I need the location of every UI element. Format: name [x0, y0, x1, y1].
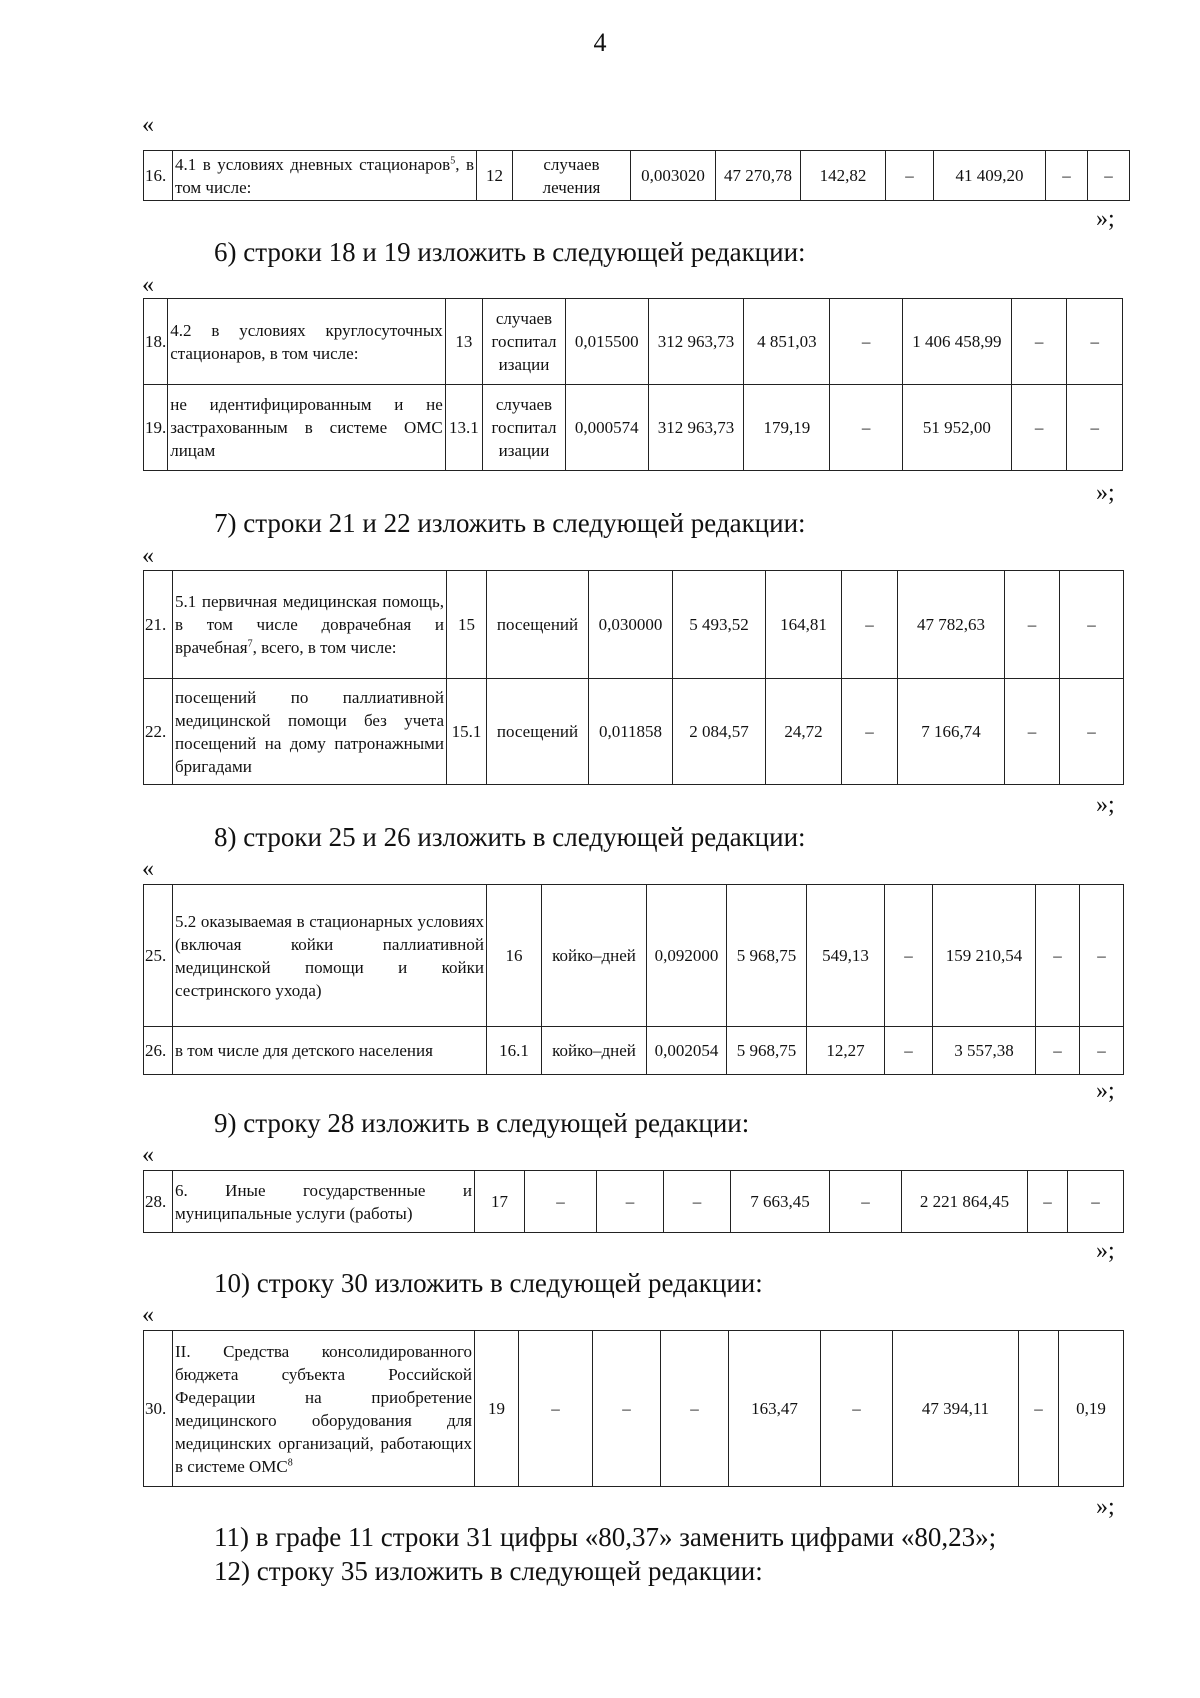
row-code: 15.1	[447, 679, 487, 785]
cell-per-capita: 163,47	[729, 1331, 821, 1487]
cell-dash: –	[885, 1027, 933, 1075]
cell-dash: –	[842, 679, 898, 785]
cell-dash: –	[1060, 571, 1124, 679]
table-row	[144, 679, 1124, 785]
row-code: 15	[447, 571, 487, 679]
cell-total: 47 782,63	[898, 571, 1005, 679]
row-description: 6. Иные государственные и муниципальные услуги (работы)	[173, 1171, 475, 1233]
row-description: 4.2 в условиях круглосуточных стационаров, в том числе:	[168, 299, 446, 385]
row-code: 12	[477, 151, 513, 201]
cell-cost: 47 270,78	[716, 151, 801, 201]
page-number: 4	[593, 28, 607, 57]
row-number: 25.	[144, 885, 173, 1027]
table-row	[144, 299, 1123, 385]
cell-dash: –	[1011, 385, 1067, 471]
row-unit: посещений	[487, 679, 589, 785]
cell-dash: –	[661, 1331, 729, 1487]
cell-dash: –	[519, 1331, 593, 1487]
cell-rate: 0,030000	[589, 571, 673, 679]
row-code: 13	[445, 299, 482, 385]
cell-dash: –	[1005, 571, 1060, 679]
table-row	[144, 885, 1124, 1027]
cell-per-capita: 179,19	[744, 385, 830, 471]
cell-cost: 312 963,73	[648, 385, 744, 471]
row-number: 16.	[144, 151, 173, 201]
cell-dash: –	[885, 885, 933, 1027]
instruction-6: 6) строки 18 и 19 изложить в следующей редакции:	[214, 237, 806, 267]
table-row	[144, 1171, 1124, 1233]
cell-dash: –	[821, 1331, 893, 1487]
instruction-11: 11) в графе 11 строки 31 цифры «80,37» заменить цифрами «80,23»;	[214, 1522, 997, 1552]
quote-close: »;	[1096, 480, 1115, 506]
cell-per-capita: 12,27	[807, 1027, 885, 1075]
row-description: не идентифицированным и не застрахованным в системе ОМС лицам	[168, 385, 446, 471]
cell-dash: –	[842, 571, 898, 679]
row-unit: койко–дней	[542, 1027, 647, 1075]
quote-close: »;	[1096, 206, 1115, 232]
table-rows-21-22	[143, 570, 1124, 785]
cell-dash: –	[597, 1171, 664, 1233]
table-row	[144, 151, 1130, 201]
quote-close: »;	[1096, 1078, 1115, 1104]
cell-dash: –	[830, 299, 903, 385]
cell-cost: 5 968,75	[727, 885, 807, 1027]
cell-per-capita: 142,82	[801, 151, 886, 201]
cell-total: 47 394,11	[893, 1331, 1019, 1487]
row-description: 5.1 первичная медицинская помощь, в том числе доврачебная и врачебная$^7$, всего, в том числе:	[173, 571, 447, 679]
instruction-12: 12) строку 35 изложить в следующей редакции:	[214, 1556, 763, 1586]
row-unit: койко–дней	[542, 885, 647, 1027]
cell-dash: –	[830, 385, 903, 471]
row-code: 17	[475, 1171, 525, 1233]
table-row	[144, 385, 1123, 471]
table-row-28	[143, 1170, 1124, 1233]
quote-open: «	[142, 112, 154, 138]
cell-per-capita: 24,72	[766, 679, 842, 785]
row-unit: случаев госпитал изации	[483, 299, 566, 385]
cell-per-capita: 549,13	[807, 885, 885, 1027]
quote-close: »;	[1096, 1238, 1115, 1264]
cell-dash: –	[664, 1171, 731, 1233]
row-unit: случаев лечения	[513, 151, 631, 201]
cell-total: 1 406 458,99	[902, 299, 1011, 385]
row-description: 5.2 оказываемая в стационарных условиях (включая койки паллиативной медицинской помощи и койки сестринского ухода)	[173, 885, 487, 1027]
cell-per-capita: 164,81	[766, 571, 842, 679]
table-row-30	[143, 1330, 1124, 1487]
table-row-16	[143, 150, 1130, 201]
cell-total: 2 221 864,45	[902, 1171, 1028, 1233]
instruction-9: 9) строку 28 изложить в следующей редакции:	[214, 1108, 750, 1138]
cell-cost: 312 963,73	[648, 299, 744, 385]
cell-rate: 0,011858	[589, 679, 673, 785]
cell-cost: 5 493,52	[673, 571, 766, 679]
table-row	[144, 1331, 1124, 1487]
cell-per-capita: 7 663,45	[731, 1171, 830, 1233]
cell-rate: 0,002054	[647, 1027, 727, 1075]
cell-dash: –	[830, 1171, 902, 1233]
cell-rate: 0,000574	[565, 385, 648, 471]
row-unit: случаев госпитал изации	[483, 385, 566, 471]
cell-cost: 5 968,75	[727, 1027, 807, 1075]
cell-dash: –	[1068, 1171, 1124, 1233]
row-description: II. Средства консолидированного бюджета субъекта Российской Федерации на приобретение медицинского оборудования для медицинских организаций, работающих в системе ОМС$^8$	[173, 1331, 475, 1487]
row-number: 26.	[144, 1027, 173, 1075]
table-row	[144, 571, 1124, 679]
cell-dash: –	[1019, 1331, 1059, 1487]
quote-close: »;	[1096, 792, 1115, 818]
quote-open: «	[142, 272, 154, 298]
row-number: 18.	[144, 299, 168, 385]
quote-open: «	[142, 1302, 154, 1328]
table-rows-25-26	[143, 884, 1124, 1075]
cell-dash: –	[1067, 299, 1123, 385]
cell-dash: –	[886, 151, 934, 201]
instruction-8: 8) строки 25 и 26 изложить в следующей редакции:	[214, 822, 806, 852]
cell-total: 7 166,74	[898, 679, 1005, 785]
cell-dash: –	[1036, 885, 1080, 1027]
row-code: 19	[475, 1331, 519, 1487]
cell-total: 41 409,20	[934, 151, 1046, 201]
cell-value: 0,19	[1059, 1331, 1124, 1487]
cell-total: 51 952,00	[902, 385, 1011, 471]
row-code: 16.1	[487, 1027, 542, 1075]
row-number: 19.	[144, 385, 168, 471]
quote-close: »;	[1096, 1494, 1115, 1520]
row-description: посещений по паллиативной медицинской помощи без учета посещений на дому патронажными бригадами	[173, 679, 447, 785]
quote-open: «	[142, 543, 154, 569]
cell-dash: –	[1036, 1027, 1080, 1075]
cell-dash: –	[1046, 151, 1088, 201]
row-number: 22.	[144, 679, 173, 785]
cell-rate: 0,003020	[631, 151, 716, 201]
cell-rate: 0,092000	[647, 885, 727, 1027]
cell-dash: –	[1005, 679, 1060, 785]
row-number: 30.	[144, 1331, 173, 1487]
instruction-7: 7) строки 21 и 22 изложить в следующей редакции:	[214, 508, 806, 538]
quote-open: «	[142, 856, 154, 882]
cell-total: 3 557,38	[933, 1027, 1036, 1075]
table-rows-18-19	[143, 298, 1123, 471]
cell-dash: –	[1080, 885, 1124, 1027]
row-description: 4.1 в условиях дневных стационаров$^5$, в том числе:	[173, 151, 477, 201]
cell-dash: –	[1011, 299, 1067, 385]
cell-dash: –	[1060, 679, 1124, 785]
row-unit: посещений	[487, 571, 589, 679]
cell-total: 159 210,54	[933, 885, 1036, 1027]
cell-dash: –	[525, 1171, 597, 1233]
row-number: 28.	[144, 1171, 173, 1233]
cell-cost: 2 084,57	[673, 679, 766, 785]
cell-dash: –	[1088, 151, 1130, 201]
row-code: 13.1	[445, 385, 482, 471]
row-code: 16	[487, 885, 542, 1027]
row-description: в том числе для детского населения	[173, 1027, 487, 1075]
row-number: 21.	[144, 571, 173, 679]
instruction-10: 10) строку 30 изложить в следующей редакции:	[214, 1268, 763, 1298]
cell-dash: –	[1080, 1027, 1124, 1075]
quote-open: «	[142, 1142, 154, 1168]
table-row	[144, 1027, 1124, 1075]
cell-dash: –	[1028, 1171, 1068, 1233]
cell-rate: 0,015500	[565, 299, 648, 385]
cell-per-capita: 4 851,03	[744, 299, 830, 385]
cell-dash: –	[1067, 385, 1123, 471]
cell-dash: –	[593, 1331, 661, 1487]
